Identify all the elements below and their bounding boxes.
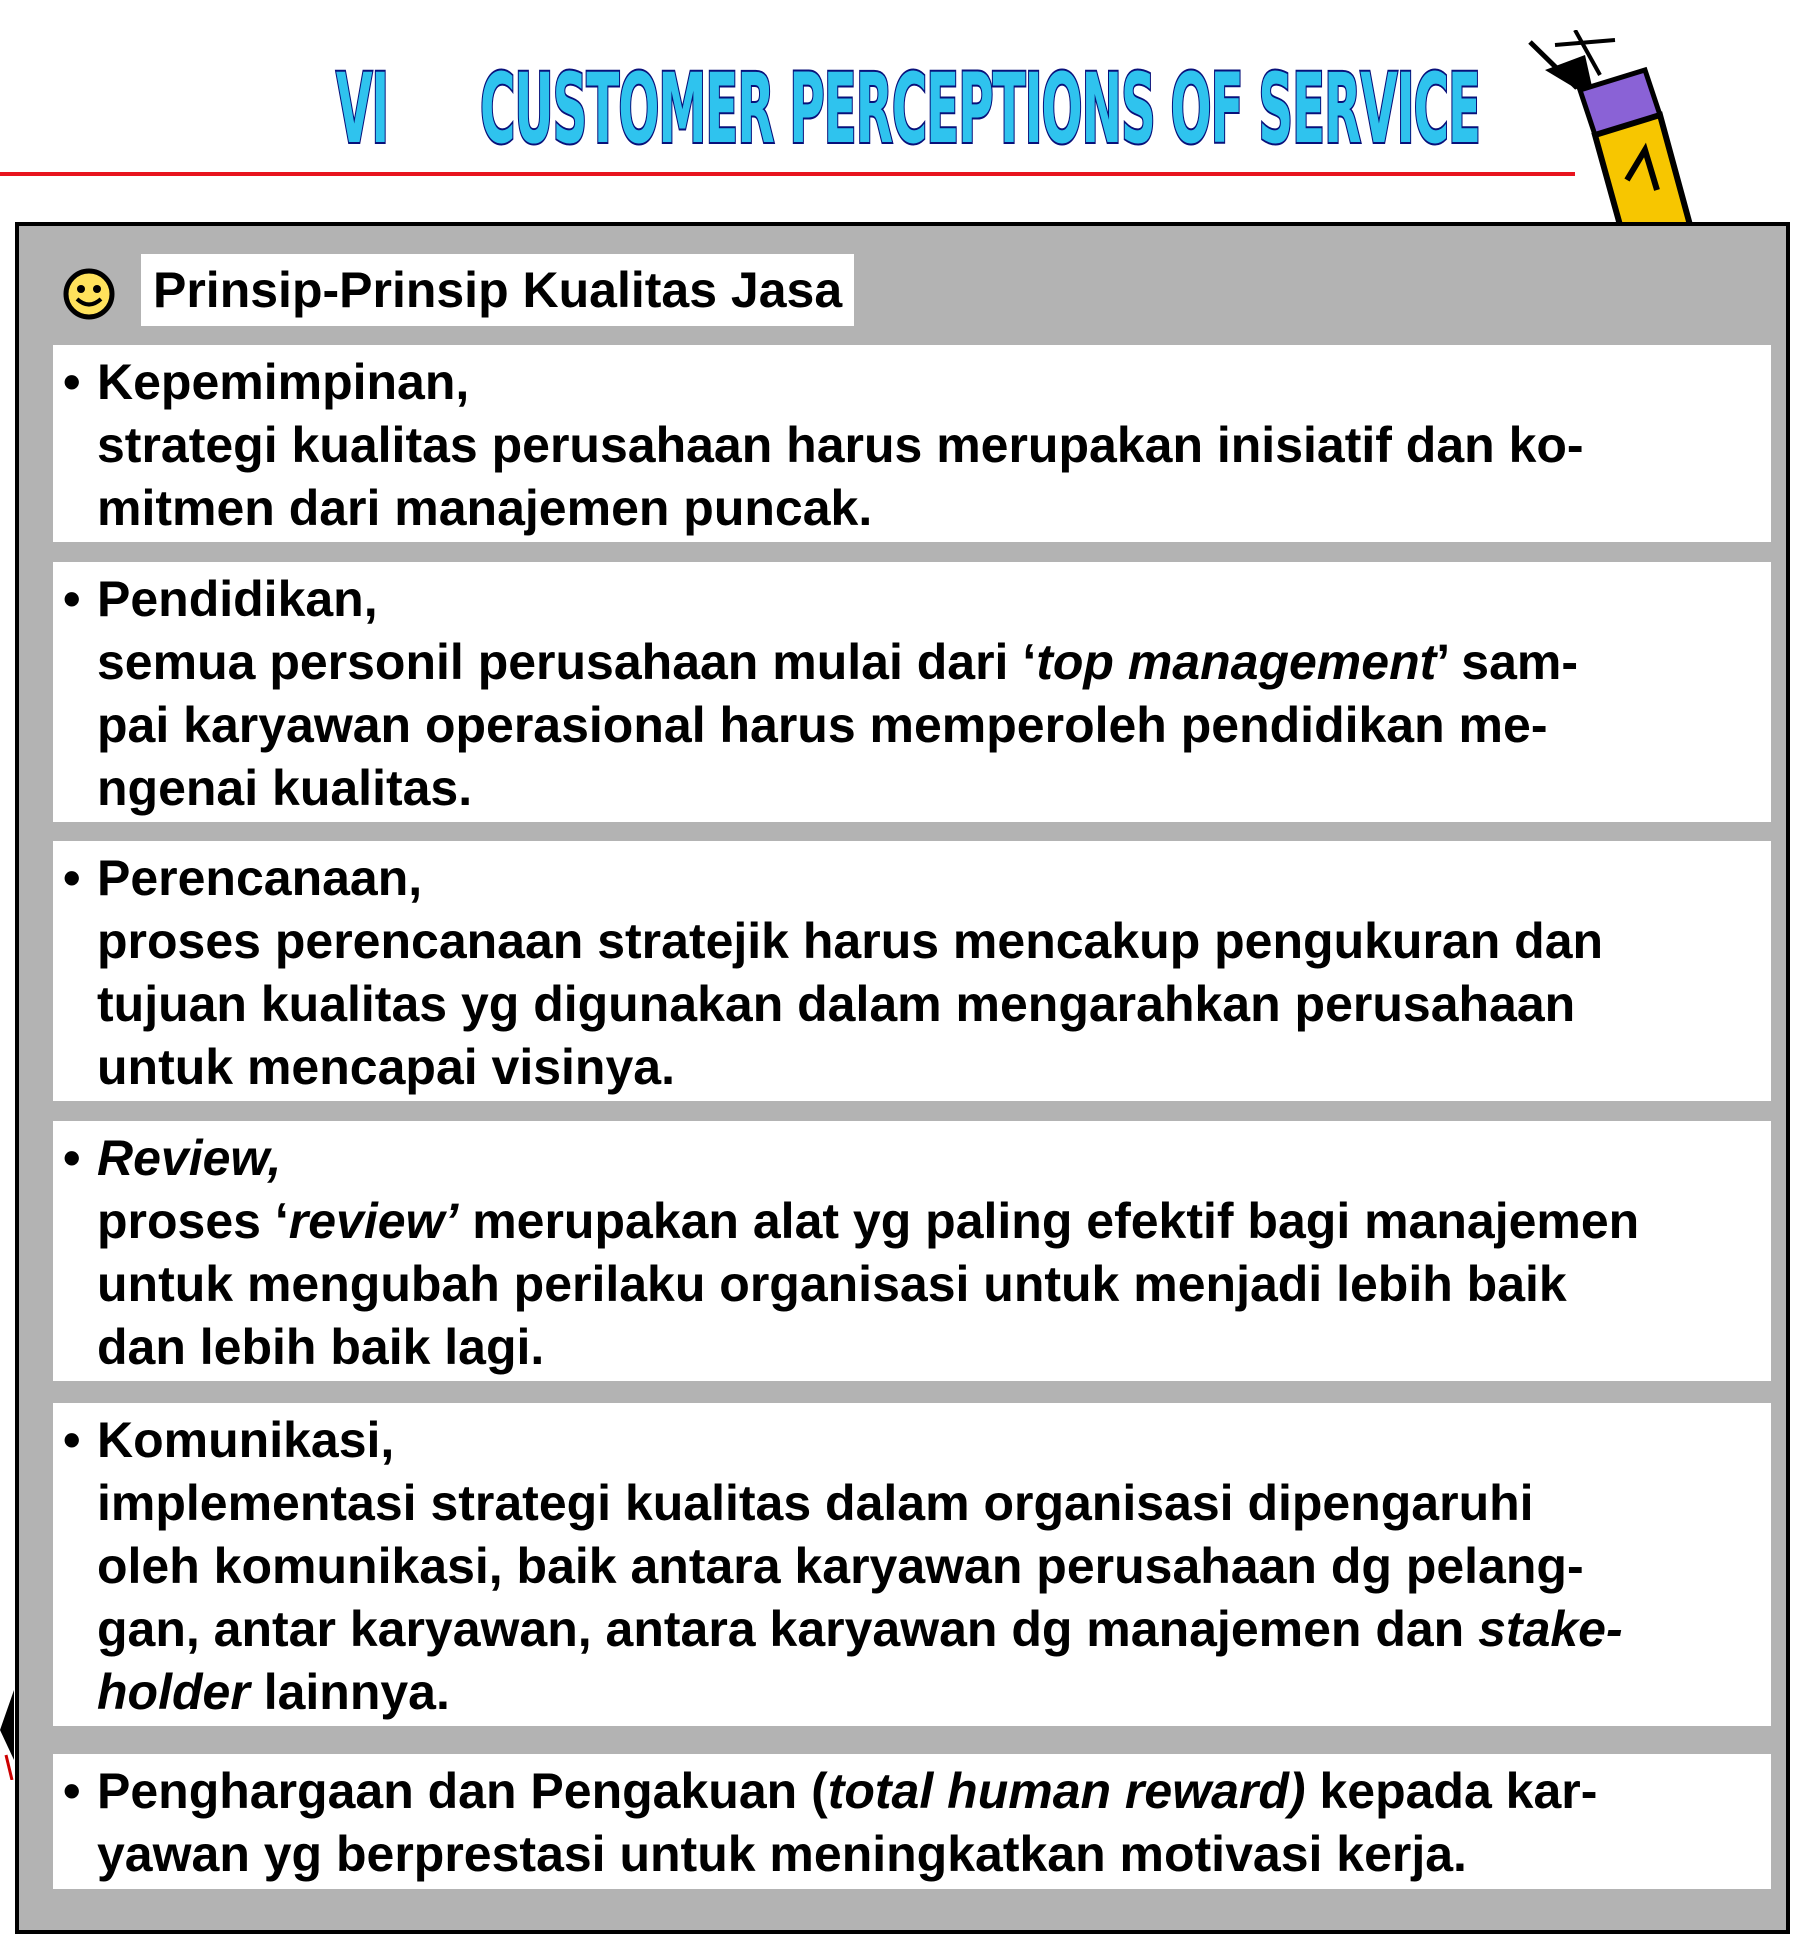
principle-education <box>53 562 1771 822</box>
text-segment: lainnya. <box>249 1664 450 1720</box>
principle-review <box>53 1121 1771 1381</box>
italic-term: stake- <box>1478 1601 1623 1657</box>
pencil-icon <box>1525 30 1695 230</box>
item-text: ngenai kualitas. <box>97 760 473 816</box>
title-text: CUSTOMER PERCEPTIONS OF SERVICE <box>480 53 1480 165</box>
item-text: dan lebih baik lagi. <box>97 1319 545 1375</box>
bullet: • <box>63 1763 81 1819</box>
item-text <box>63 631 1761 694</box>
principle-leadership <box>53 345 1771 542</box>
title-underline <box>0 172 1575 176</box>
item-text: mitmen dari manajemen puncak. <box>97 480 873 536</box>
principle-reward <box>53 1754 1771 1889</box>
item-title-line <box>63 1127 1761 1190</box>
title-number: VI <box>336 53 388 165</box>
item-text: implementasi strategi kualitas dalam organisasi dipengaruhi <box>97 1475 1534 1531</box>
text-segment: proses ‘ <box>97 1193 289 1249</box>
bullet: • <box>63 571 81 627</box>
text-segment: kepada kar- <box>1305 1763 1598 1819</box>
item-title: Perencanaan, <box>97 850 423 906</box>
bullet: • <box>63 354 81 410</box>
item-title-line <box>63 1409 1761 1472</box>
bullet: • <box>63 1412 81 1468</box>
slide-title <box>330 30 1490 170</box>
item-text: oleh komunikasi, baik antara karyawan perusahaan dg pelang- <box>97 1538 1584 1594</box>
item-title: Kepemimpinan, <box>97 354 470 410</box>
item-text: tujuan kualitas yg digunakan dalam mengarahkan perusahaan <box>97 976 1576 1032</box>
italic-term: top management <box>1036 634 1437 690</box>
smiley-face-icon <box>63 268 115 320</box>
item-title: Review, <box>97 1130 282 1186</box>
item-title: Komunikasi, <box>97 1412 395 1468</box>
text-segment: semua personil perusahaan mulai dari ‘ <box>97 634 1037 690</box>
item-title-line <box>63 847 1761 910</box>
item-text: strategi kualitas perusahaan harus merupakan inisiatif dan ko- <box>97 417 1584 473</box>
section-heading: Prinsip-Prinsip Kualitas Jasa <box>141 254 854 326</box>
item-text: pai karyawan operasional harus memperoleh pendidikan me- <box>97 697 1548 753</box>
item-text: untuk mencapai visinya. <box>97 1039 675 1095</box>
italic-term: total human reward) <box>827 1763 1306 1819</box>
item-title: Pendidikan, <box>97 571 378 627</box>
content-panel <box>15 222 1790 1934</box>
item-text: yawan yg berprestasi untuk meningkatkan motivasi kerja. <box>97 1826 1467 1882</box>
principle-communication <box>53 1403 1771 1726</box>
item-text <box>63 1598 1761 1661</box>
italic-term: holder <box>97 1664 250 1720</box>
text-segment: Penghargaan dan Pengakuan ( <box>97 1763 828 1819</box>
text-segment: merupakan alat yg paling efektif bagi manajemen <box>458 1193 1640 1249</box>
item-title-line <box>63 568 1761 631</box>
bullet: • <box>63 850 81 906</box>
bullet: • <box>63 1130 81 1186</box>
item-title-line <box>63 351 1761 414</box>
item-text: proses perencanaan stratejik harus mencakup pengukuran dan <box>97 913 1604 969</box>
item-title-line <box>63 1760 1761 1823</box>
italic-term: review’ <box>288 1193 459 1249</box>
item-text <box>63 1661 1761 1724</box>
text-segment: gan, antar karyawan, antara karyawan dg manajemen dan <box>97 1601 1479 1657</box>
principle-planning <box>53 841 1771 1101</box>
item-text: untuk mengubah perilaku organisasi untuk menjadi lebih baik <box>97 1256 1567 1312</box>
text-segment: ’ sam- <box>1436 634 1579 690</box>
item-text <box>63 1190 1761 1253</box>
left-edge-decoration <box>0 1690 14 1780</box>
